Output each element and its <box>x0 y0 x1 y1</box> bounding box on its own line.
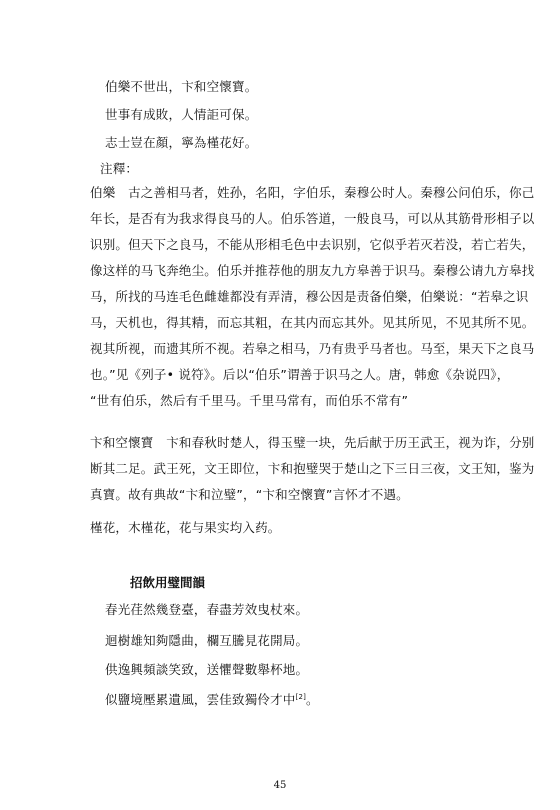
poem-line: 志士豈在顏，寧為槿花好。 <box>105 135 258 150</box>
note-line: 识别。但天下之良马，不能从形相毛色中去识别，它似乎若灭若没，若亡若失， <box>90 237 535 252</box>
period-mark: 。 <box>306 692 319 707</box>
note-line: 马，天机也，得其精，而忘其粗，在其内而忘其外。见其所见，不见其所不见。 <box>90 315 535 330</box>
note-line: 伯樂 古之善相马者，姓孙，名阳，字伯乐，秦穆公时人。秦穆公问伯乐，你己 <box>90 185 535 200</box>
poem-line: 供逸興頻談笑致，送懼聲數舉杯地。 <box>105 662 309 677</box>
poem-title: 招飲用璧間韻 <box>130 575 206 590</box>
poem-line-with-footnote <box>105 692 525 708</box>
note-line: 年长，是否有为我求得良马的人。伯乐答道，一般良马，可以从其筋骨形相子以 <box>90 211 535 226</box>
note-line: 像这样的马飞奔绝尘。伯乐并推荐他的朋友九方皋善于识马。秦穆公请九方皋找 <box>90 263 535 278</box>
poem-line-text: 似鹽境壓累遺風，雲佳致獨伶才中 <box>105 692 296 707</box>
note-line: 断其二足。武王死，文王即位，卞和抱璧哭于楚山之下三日三夜，文王知，鉴为 <box>90 461 535 476</box>
note-line: 视其所视，而遗其所不视。若皋之相马，乃有贵乎马者也。马至，果天下之良马 <box>90 341 535 356</box>
note-line: 槿花，木槿花，花与果实均入药。 <box>90 520 281 535</box>
poem-line: 迴樹雄知夠隱曲，欄互騰見花開局。 <box>105 633 309 648</box>
notes-heading: 注釋： <box>100 161 139 176</box>
note-line: 卞和空懷寶 卞和春秋时楚人，得玉璧一块，先后献于历王武王，视为诈，分别 <box>90 435 535 450</box>
note-line: 真寶。故有典故“卞和泣璧”，“卞和空懷寶”言怀才不遇。 <box>90 487 409 502</box>
note-line: “世有伯乐，然后有千里马。千里马常有，而伯乐不常有” <box>90 393 409 408</box>
poem-line: 伯樂不世出，卞和空懷寶。 <box>105 79 258 94</box>
poem-line: 春光荏然幾登臺，春盡芳效曳杖來。 <box>105 602 309 617</box>
poem-line: 世事有成敗，人情詎可保。 <box>105 107 258 122</box>
footnote-ref-link[interactable]: [2] <box>295 692 307 701</box>
note-line: 马，所找的马连毛色雌雄都没有弄清，穆公因是责备伯樂，伯樂说：“若皋之识 <box>90 289 529 304</box>
note-line: 也。”见《列子• 说符》。后以“伯乐”谓善于识马之人。唐，韩愈《杂说四》， <box>90 367 510 382</box>
page-number: 45 <box>273 780 287 791</box>
